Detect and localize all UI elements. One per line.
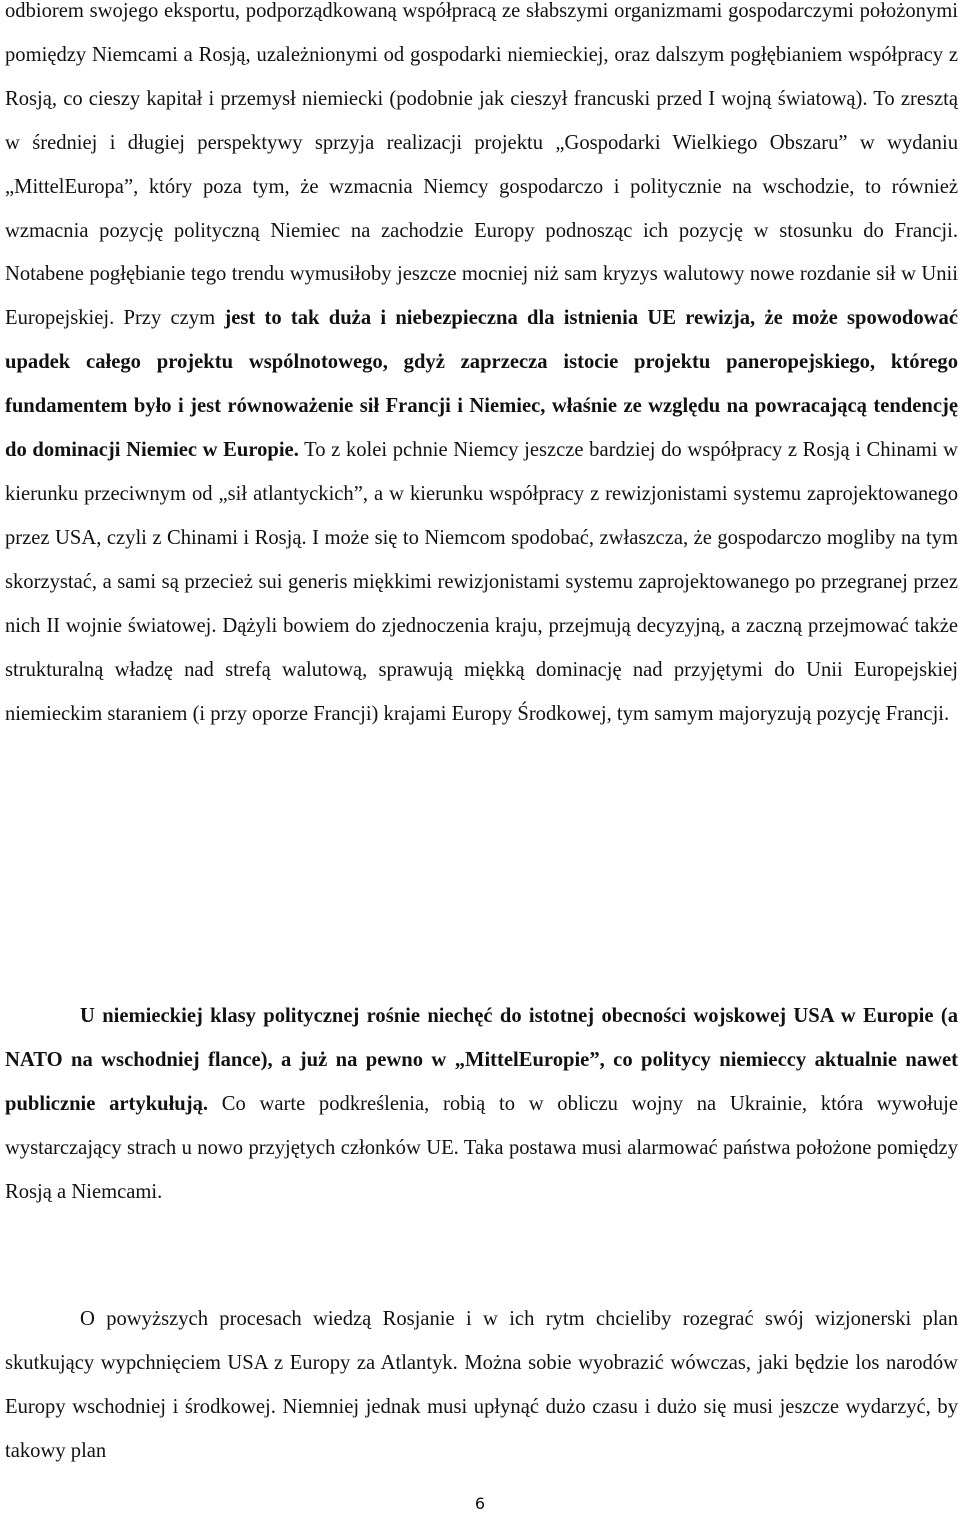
page-number: 6: [474, 1494, 486, 1513]
paragraph-text: O powyższych procesach wiedzą Rosjanie i w ich rytm chcieliby rozegrać swój wizjonerski plan skutkujący wypchnięciem USA z Europy za Atlantyk. Można sobie wyobrazić wówczas, jaki będzie los narodów Europy wschodniej i środkowej. Niemniej jednak musi upłynąć dużo czasu i dużo się musi jeszcze wydarzyć, by takowy plan: [5, 1308, 958, 1462]
paragraph-export-germany-russia: [5, 0, 958, 736]
paragraph-text: Co warte podkreślenia, robią to w obliczu wojny na Ukrainie, która wywołuje wystarczający strach u nowo przyjętych członków UE. Taka postawa musi alarmować państwa położone pomiędzy Rosją a Niemcami.: [5, 1092, 958, 1203]
paragraph-text: To z kolei pchnie Niemcy jeszcze bardziej do współpracy z Rosją i Chinami w kierunku przeciwnym od „sił atlantyckich”, a w kierunku współpracy z rewizjonistami systemu zaprojektowanego przez USA, czyli z Chinami i Rosją. I może się to Niemcom spodobać, zwłaszcza, że gospodarczo mogliby na tym skorzystać, a sami są przecież sui generis miękkimi rewizjonistami systemu zaprojektowanego po przegranej przez nich II wojnie światowej. Dążyli bowiem do zjednoczenia kraju, przejmują decyzyjną, a zaczną przejmować także strukturalną władzę nad strefą walutową, sprawują miękką dominację nad przyjętymi do Unii Europejskiej niemieckim staraniem (i przy oporze Francji) krajami Europy Środkowej, tym samym majoryzują pozycję Francji.: [5, 439, 958, 725]
paragraph-bold-text: U niemieckiej klasy politycznej rośnie niechęć do istotnej obecności wojskowej USA w Europie (a NATO na wschodniej flance), a już na pewno w „MittelEuropie”, co politycy niemieccy aktualnie nawet publicznie artykułują.: [5, 1005, 958, 1115]
paragraph-us-military-presence: [5, 995, 958, 1215]
paragraph-russian-plan: [5, 1298, 958, 1474]
paragraph-text: odbiorem swojego eksportu, podporządkowaną współpracą ze słabszymi organizmami gospodarczymi położonymi pomiędzy Niemcami a Rosją, uzależnionymi od gospodarki niemieckiej, oraz dalszym pogłębianiem współpracy z Rosją, co cieszy kapitał i przemysł niemiecki (podobnie jak cieszył francuski przed I wojną światową). To zresztą w średniej i długiej perspektywy sprzyja realizacji projektu „Gospodarki Wielkiego Obszaru” w wydaniu „MittelEuropa”, który poza tym, że wzmacnia Niemcy gospodarczo i politycznie na wschodzie, to również wzmacnia pozycję polityczną Niemiec na zachodzie Europy podnosząc ich pozycję w stosunku do Francji. Notabene pogłębianie tego trendu wymusiłoby jeszcze mocniej niż sam kryzys walutowy nowe rozdanie sił w Unii Europejskiej. Przy czym: [5, 0, 958, 330]
paragraph-bold-text: jest to tak duża i niebezpieczna dla istnienia UE rewizja, że może spowodować upadek całego projektu wspólnotowego, gdyż zaprzecza istocie projektu paneropejskiego, którego fundamentem było i jest równoważenie sił Francji i Niemiec, właśnie ze względu na powracającą tendencję do dominacji Niemiec w Europie.: [5, 307, 958, 462]
